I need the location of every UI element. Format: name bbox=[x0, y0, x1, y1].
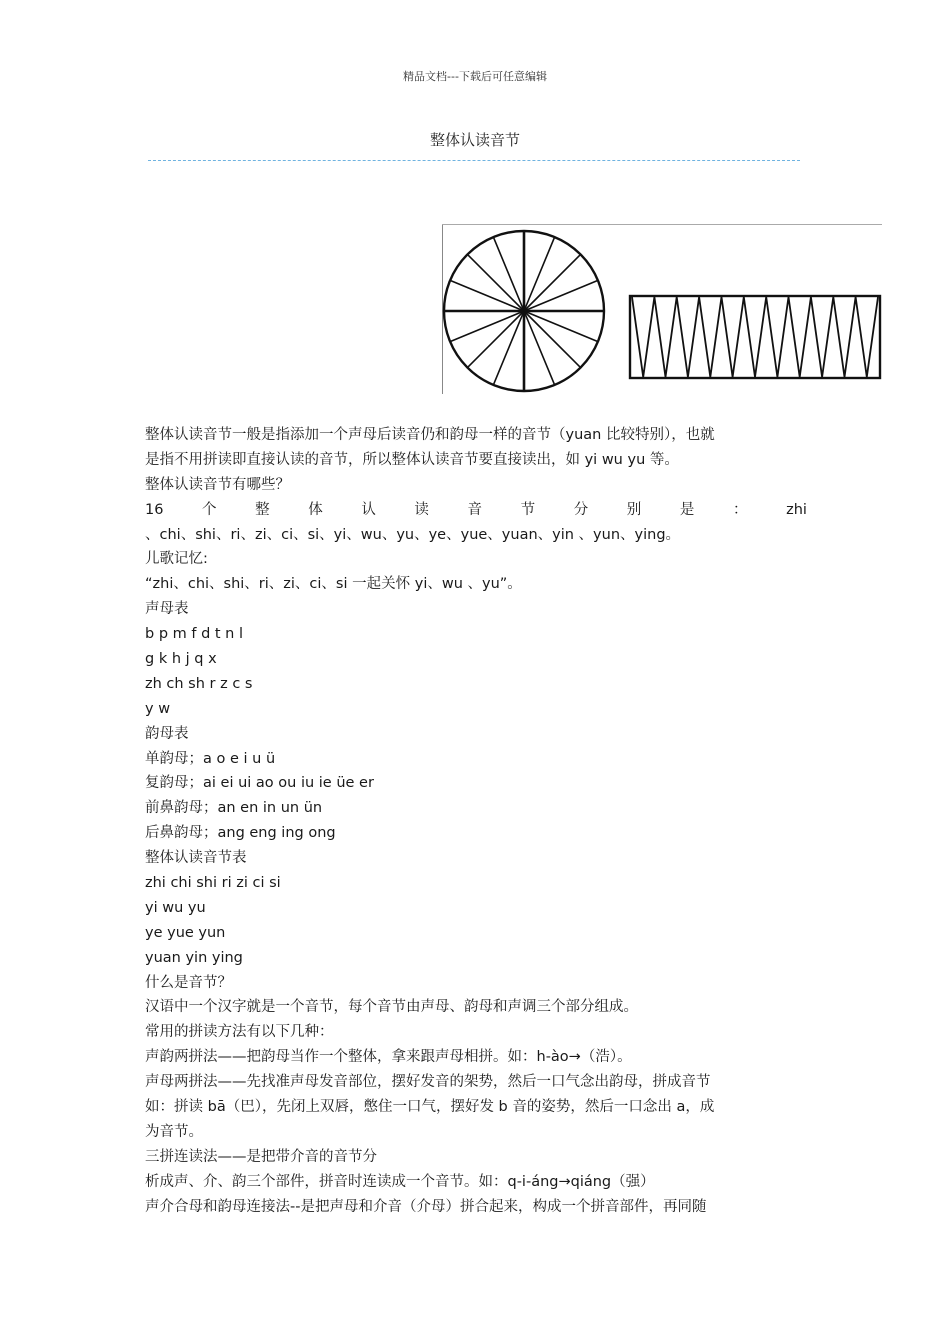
text-line: 声母表 bbox=[145, 601, 189, 618]
text-line: ye yue yun bbox=[145, 924, 226, 941]
word: ： bbox=[732, 501, 748, 518]
text-line: zhi chi shi ri zi ci si bbox=[145, 875, 281, 892]
wheel-spoke bbox=[524, 254, 581, 311]
text-line: 韵母表 bbox=[145, 725, 189, 742]
zigzag-band-figure bbox=[630, 296, 880, 378]
text-line: 声母两拼法——先找准声母发音部位，摆好发音的架势，然后一口气念出韵母，拼成音节 bbox=[145, 1074, 711, 1091]
page-header-note: 精品文档---下载后可任意编辑 bbox=[403, 70, 547, 83]
text-line: 如：拼读 bā（巴），先闭上双唇，憋住一口气，摆好发 b 音的姿势，然后一口念出 a，成 bbox=[145, 1099, 715, 1116]
text-line: 后鼻韵母；ang eng ing ong bbox=[145, 825, 336, 842]
text-line: 整体认读音节有哪些？ bbox=[145, 476, 290, 493]
word: 是 bbox=[679, 501, 695, 518]
text-line: yuan yin ying bbox=[145, 949, 243, 966]
text-line: 单韵母；a o e i u ü bbox=[145, 750, 276, 767]
wheel-spoke bbox=[467, 311, 524, 368]
zigzag-line bbox=[632, 297, 878, 377]
text-line: 声介合母和韵母连接法--是把声母和介音（介母）拼合起来，构成一个拼音部件，再同随 bbox=[145, 1198, 707, 1215]
word: 体 bbox=[308, 501, 323, 518]
text-line: 整体认读音节表 bbox=[145, 850, 247, 867]
text-line: 三拼连读法——是把带介音的音节分 bbox=[145, 1148, 377, 1165]
text-line: 是指不用拼读即直接认读的音节，所以整体认读音节要直接读出，如 yi wu yu 等。 bbox=[145, 451, 679, 468]
text-line: 什么是音节？ bbox=[145, 974, 232, 991]
text-line: 声韵两拼法——把韵母当作一个整体，拿来跟声母相拼。如：h-ào→（浩）。 bbox=[145, 1049, 632, 1066]
text-line: yi wu yu bbox=[145, 899, 206, 916]
body-text bbox=[145, 423, 807, 1220]
text-line: zh ch sh r z c s bbox=[145, 675, 253, 692]
word: 别 bbox=[626, 501, 642, 518]
text-line: y w bbox=[145, 700, 171, 717]
text-line: 整体认读音节一般是指添加一个声母后读音仍和韵母一样的音节（yuan 比较特别），也就 bbox=[145, 427, 715, 443]
word: 节 bbox=[520, 501, 536, 518]
word: 读 bbox=[414, 501, 429, 518]
text-line: 、chi、shi、ri、zi、ci、si、yi、wu、yu、ye、yue、yuan、yin 、yun、ying。 bbox=[145, 526, 681, 543]
document-title: 整体认读音节 bbox=[429, 131, 520, 149]
text-line: 常用的拼读方法有以下几种： bbox=[145, 1024, 334, 1041]
title-divider bbox=[148, 160, 800, 161]
spoked-wheel-figure bbox=[444, 231, 604, 391]
justified-text-line bbox=[145, 498, 807, 523]
text-line: 复韵母；ai ei ui ao ou iu ie üe er bbox=[145, 775, 374, 792]
word: 16 bbox=[145, 501, 164, 518]
text-line: b p m f d t n l bbox=[145, 626, 244, 643]
figure-wheel-and-zigzag bbox=[442, 224, 882, 394]
text-line: 前鼻韵母；an en in un ün bbox=[145, 800, 323, 817]
text-line: 为音节。 bbox=[145, 1123, 203, 1140]
text-line: 析成声、介、韵三个部件，拼音时连读成一个音节。如：q-i-áng→qiáng（强） bbox=[145, 1173, 655, 1190]
text-line: 汉语中一个汉字就是一个音节，每个音节由声母、韵母和声调三个部分组成。 bbox=[145, 999, 638, 1016]
word: zhi bbox=[786, 501, 807, 518]
wheel-spoke bbox=[467, 254, 524, 311]
text-line: g k h j q x bbox=[145, 651, 217, 668]
text-line: 儿歌记忆: bbox=[145, 551, 208, 568]
word: 整 bbox=[255, 501, 270, 518]
word: 认 bbox=[361, 501, 376, 518]
wheel-spoke bbox=[524, 311, 581, 368]
word: 音 bbox=[467, 501, 483, 518]
text-line: “zhi、chi、shi、ri、zi、ci、si 一起关怀 yi、wu 、yu”。 bbox=[145, 576, 522, 593]
word: 个 bbox=[202, 501, 217, 518]
word: 分 bbox=[573, 501, 589, 518]
